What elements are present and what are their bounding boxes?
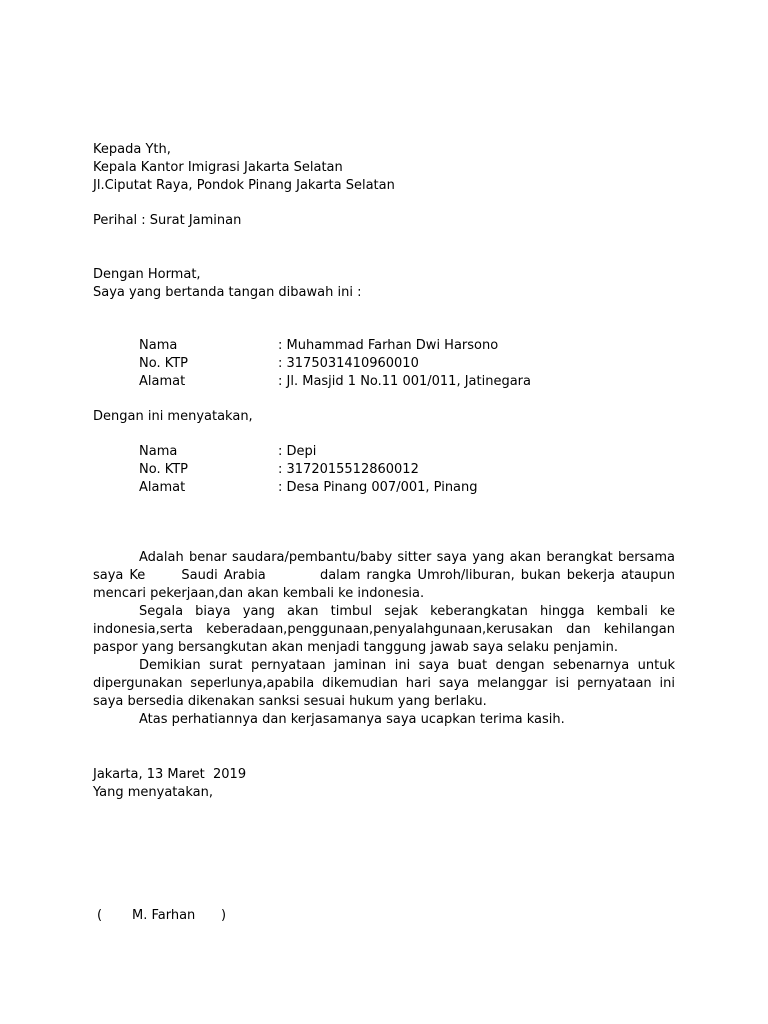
subject-address-label: Alamat (139, 480, 186, 495)
subject-ktp-label: No. KTP (139, 462, 189, 477)
guarantor-address-value: : Jl. Masjid 1 No.11 001/011, Jatinegara (278, 374, 531, 389)
place-date: Jakarta, 13 Maret 2019 (93, 767, 247, 782)
body-paragraph-1 (93, 549, 675, 603)
guarantor-ktp-label: No. KTP (139, 356, 189, 371)
subject-name-label: Nama (139, 444, 178, 459)
body-paragraph-4 (93, 711, 675, 729)
subject-name-value: : Depi (278, 444, 317, 459)
body-p2-text: Segala biaya yang akan timbul sejak keberangkatan hingga kembali ke indonesia,serta keberadaan,penggunaan,penyalahgunaan,kerusakan dan kehilangan paspor yang bersangkutan akan menjadi tanggung jawab saya selaku penjamin. (93, 604, 675, 655)
signature-paren-open: ( (97, 908, 103, 923)
body-paragraph-2 (93, 603, 675, 657)
subject-ktp-value: : 3172015512860012 (278, 462, 419, 477)
body-p1-part1: Adalah benar saudara/pembantu/baby sitter saya yang akan berangkat bersama saya Ke (93, 550, 675, 583)
signer-name: M. Farhan (132, 908, 196, 923)
guarantor-name-value: : Muhammad Farhan Dwi Harsono (278, 338, 499, 353)
body-p1-part2: dalam rangka Umroh/liburan, bukan bekerja ataupun mencari pekerjaan,dan akan kembali ke indonesia. (93, 568, 675, 601)
guarantor-ktp-value: : 3175031410960010 (278, 356, 419, 371)
declaration-intro: Dengan ini menyatakan, (93, 409, 253, 424)
signoff: Yang menyatakan, (93, 785, 214, 800)
body-p3-text: Demikian surat pernyataan jaminan ini saya buat dengan sebenarnya untuk dipergunakan seperlunya,apabila dikemudian hari saya melanggar isi pernyataan ini saya bersedia dikenakan sanksi sesuai hukum yang berlaku. (93, 658, 675, 709)
subject-address-value: : Desa Pinang 007/001, Pinang (278, 480, 478, 495)
letter-subject: Perihal : Surat Jaminan (93, 213, 242, 228)
recipient-address: Jl.Ciputat Raya, Pondok Pinang Jakarta Selatan (93, 178, 395, 193)
guarantor-address-label: Alamat (139, 374, 186, 389)
greeting: Dengan Hormat, (93, 267, 201, 282)
signature-paren-close: ) (221, 908, 227, 923)
guarantor-name-label: Nama (139, 338, 178, 353)
body-paragraph-3 (93, 657, 675, 711)
recipient-salutation: Kepada Yth, (93, 142, 171, 157)
body-p1-destination: Saudi Arabia (181, 568, 266, 583)
recipient-office: Kepala Kantor Imigrasi Jakarta Selatan (93, 160, 343, 175)
body-p4-text: Atas perhatiannya dan kerjasamanya saya ucapkan terima kasih. (139, 712, 565, 727)
intro-text: Saya yang bertanda tangan dibawah ini : (93, 285, 362, 300)
